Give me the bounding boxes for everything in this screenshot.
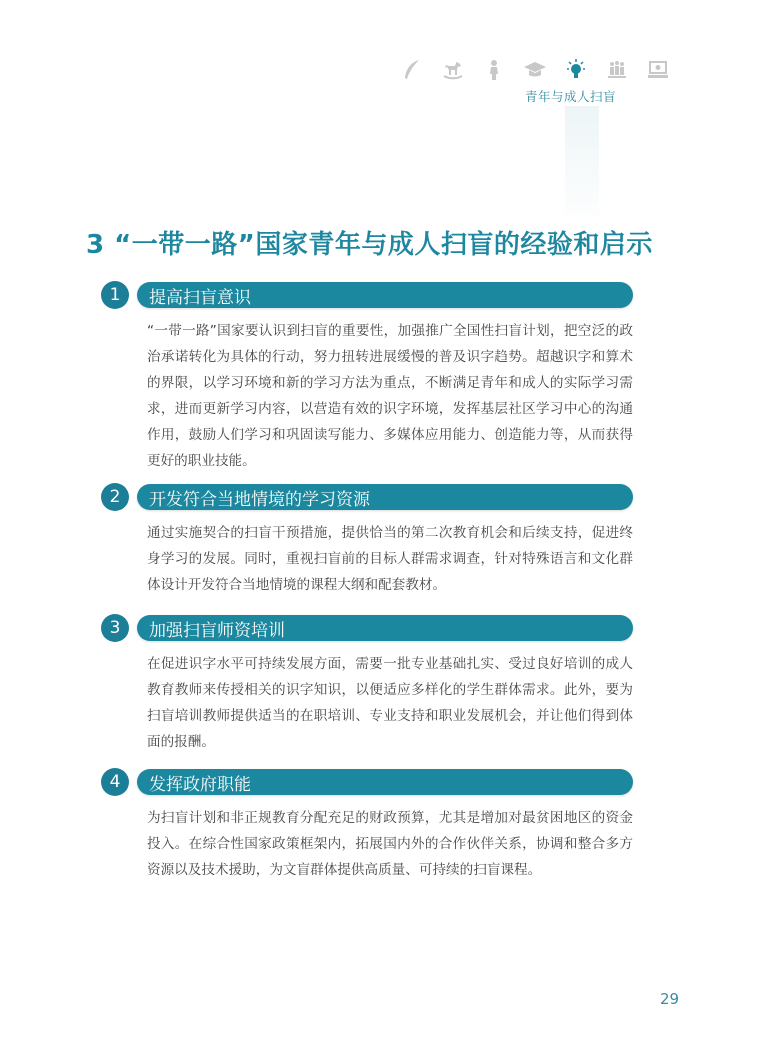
- child-icon: [482, 58, 506, 82]
- section-number-badge: 3: [101, 614, 129, 642]
- section-header: [101, 768, 633, 796]
- section-heading: 提高扫盲意识: [137, 282, 633, 308]
- section-2: [101, 483, 633, 598]
- page-number: 29: [660, 990, 680, 1008]
- page-title: 3 “一带一路”国家青年与成人扫盲的经验和启示: [86, 230, 653, 260]
- section-body: 在促进识字水平可持续发展方面，需要一批专业基础扎实、受过良好培训的成人教育教师来传授相关的识字知识，以便适应多样化的学生群体需求。此外，要为扫盲培训教师提供适当的在职培训、专业支持和职业发展机会，并让他们得到体面的报酬。: [147, 656, 633, 750]
- graduation-cap-icon: [523, 58, 547, 82]
- laptop-icon: [646, 58, 670, 82]
- chapter-icon-bar: [400, 56, 670, 84]
- section-body: 通过实施契合的扫盲干预措施，提供恰当的第二次教育机会和后续支持，促进终身学习的发展。同时，重视扫盲前的目标人群需求调查，针对特殊语言和文化群体设计开发符合当地情境的课程大纲和配套教材。: [147, 525, 633, 593]
- group-icon: [605, 58, 629, 82]
- section-header: [101, 281, 633, 309]
- section-number-badge: 1: [101, 281, 129, 309]
- section-header: [101, 483, 633, 511]
- section-heading: 加强扫盲师资培训: [137, 615, 633, 641]
- section-header: [101, 614, 633, 642]
- section-1: [101, 281, 633, 474]
- section-body: 为扫盲计划和非正规教育分配充足的财政预算，尤其是增加对最贫困地区的资金投入。在综合性国家政策框架内，拓展国内外的合作伙伴关系，协调和整合多方资源以及技术援助，为文盲群体提供高质量、可持续的扫盲课程。: [147, 810, 633, 878]
- rocking-horse-icon: [441, 58, 465, 82]
- decorative-band: [565, 106, 599, 216]
- section-body: “一带一路”国家要认识到扫盲的重要性，加强推广全国性扫盲计划，把空泛的政治承诺转化为具体的行动，努力扭转进展缓慢的普及识字趋势。超越识字和算术的界限，以学习环境和新的学习方法为重点，不断满足青年和成人的实际学习需求，进而更新学习内容，以营造有效的识字环境，发挥基层社区学习中心的沟通作用，鼓励人们学习和巩固读写能力、多媒体应用能力、创造能力等，从而获得更好的职业技能。: [147, 323, 633, 469]
- chapter-label: 青年与成人扫盲: [525, 89, 617, 104]
- feather-icon: [400, 58, 424, 82]
- section-heading: 开发符合当地情境的学习资源: [137, 484, 633, 510]
- section-3: [101, 614, 633, 755]
- section-heading: 发挥政府职能: [137, 769, 633, 795]
- lightbulb-icon: [564, 58, 588, 82]
- section-number-badge: 4: [101, 768, 129, 796]
- section-number-badge: 2: [101, 483, 129, 511]
- section-4: [101, 768, 633, 883]
